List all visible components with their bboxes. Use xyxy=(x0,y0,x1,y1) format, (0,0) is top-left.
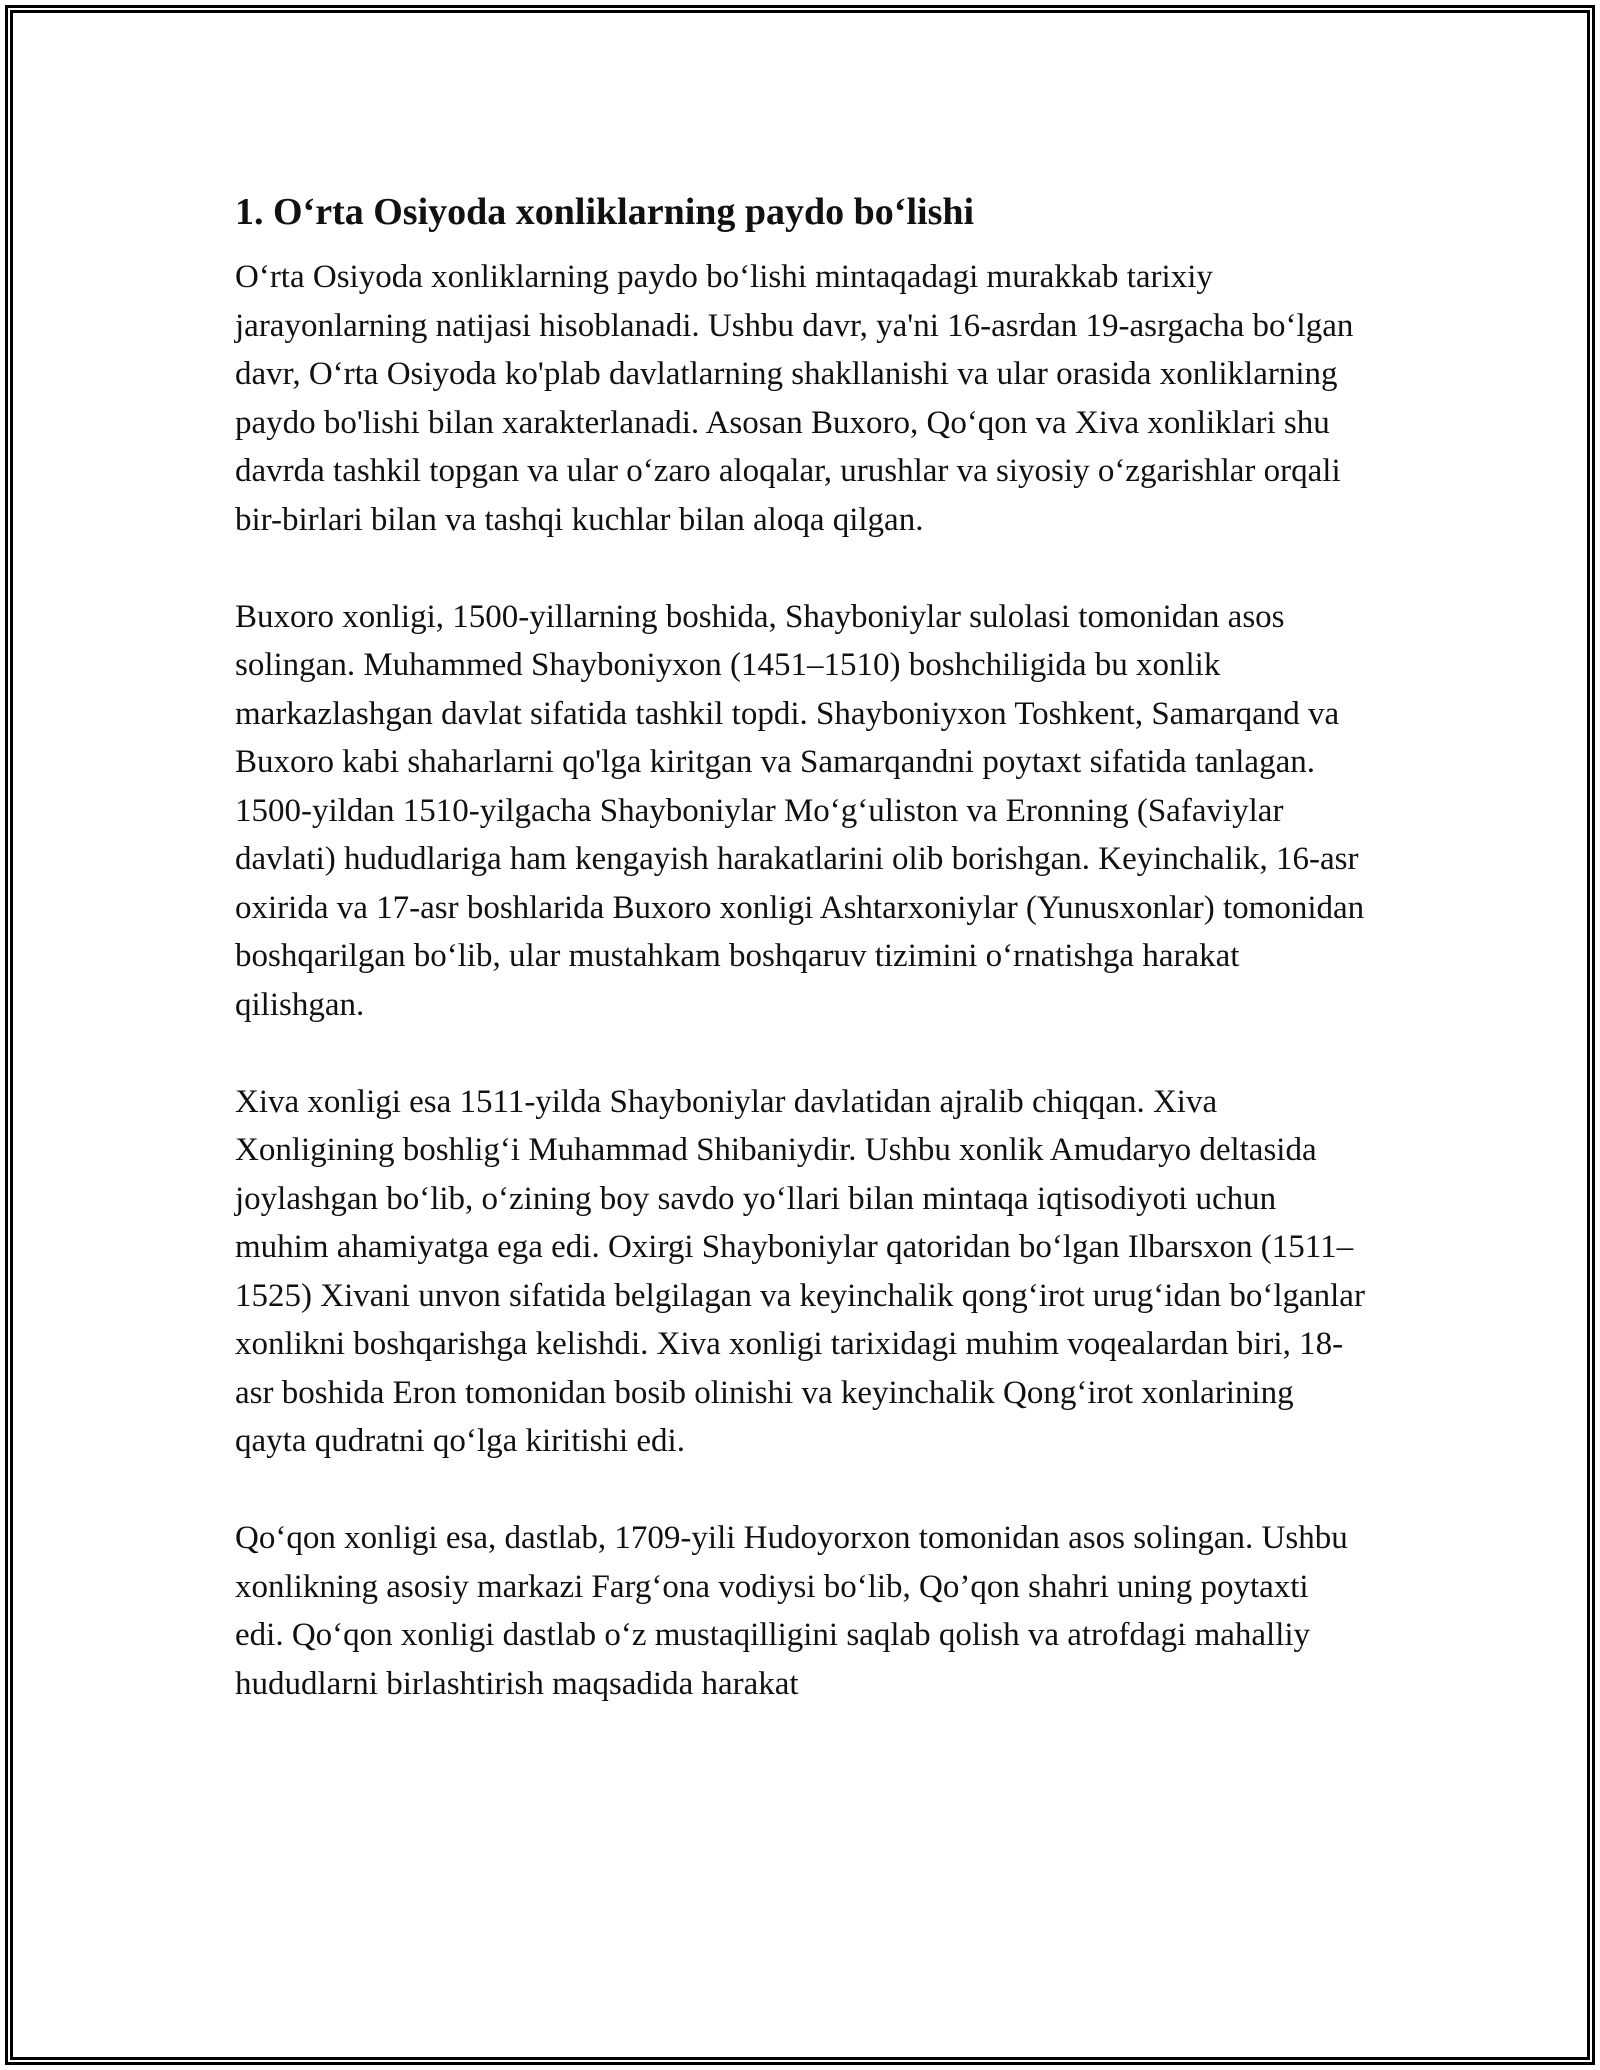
document-body xyxy=(235,185,1365,1757)
paragraph-xiva: Xiva xonligi esa 1511-yilda Shayboniylar davlatidan ajralib chiqqan. Xiva Xonligining boshlig‘i Muhammad Shibaniydir. Ushbu xonlik Amudaryo deltasida joylashgan bo‘lib, o‘zining boy savdo yo‘llari bilan mintaqa iqtisodiyoti uchun muhim ahamiyatga ega edi. Oxirgi Shayboniylar qatoridan bo‘lgan Ilbarsxon (1511–1525) Xivani unvon sifatida belgilagan va keyinchalik qong‘irot urug‘idan bo‘lganlar xonlikni boshqarishga kelishdi. Xiva xonligi tarixidagi muhim voqealardan biri, 18-asr boshida Eron tomonidan bosib olinishi va keyinchalik Qong‘irot xonlarining qayta qudratni qo‘lga kiritishi edi. xyxy=(235,1083,1365,1459)
paragraph-intro: O‘rta Osiyoda xonliklarning paydo bo‘lishi mintaqadagi murakkab tarixiy jarayonlarning natijasi hisoblanadi. Ushbu davr, ya'ni 16-asrdan 19-asrgacha bo‘lgan davr, O‘rta Osiyoda ko'plab davlatlarning shakllanishi va ular orasida xonliklarning paydo bo'lishi bilan xarakterlanadi. Asosan Buxoro, Qo‘qon va Xiva xonliklari shu davrda tashkil topgan va ular o‘zaro aloqalar, urushlar va siyosiy o‘zgarishlar orqali bir-birlari bilan va tashqi kuchlar bilan aloqa qilgan. xyxy=(235,259,1354,538)
paragraph-buxoro: Buxoro xonligi, 1500-yillarning boshida, Shayboniylar sulolasi tomonidan asos solingan. Muhammed Shayboniyxon (1451–1510) boshchiligida bu xonlik markazlashgan davlat sifatida tashkil topdi. Shayboniyxon Toshkent, Samarqand va Buxoro kabi shaharlarni qo'lga kiritgan va Samarqandni poytaxt sifatida tanlagan. 1500-yildan 1510-yilgacha Shayboniylar Mo‘g‘uliston va Eronning (Safaviylar davlati) hududlariga ham kengayish harakatlarini olib borishgan. Keyinchalik, 16-asr oxirida va 17-asr boshlarida Buxoro xonligi Ashtarxoniylar (Yunusxonlar) tomonidan boshqarilgan bo‘lib, ular mustahkam boshqaruv tizimini o‘rnatishga harakat qilishgan. xyxy=(235,598,1365,1023)
paragraph-qoqon: Qo‘qon xonligi esa, dastlab, 1709-yili Hudoyorxon tomonidan asos solingan. Ushbu xonlikning asosiy markazi Farg‘ona vodiysi bo‘lib, Qo’qon shahri uning poytaxti edi. Qo‘qon xonligi dastlab o‘z mustaqilligini saqlab qolish va atrofdagi mahalliy hududlarni birlashtirish maqsadida harakat xyxy=(235,1520,1348,1702)
section-heading: 1. O‘rta Osiyoda xonliklarning paydo bo‘lishi xyxy=(235,191,975,233)
